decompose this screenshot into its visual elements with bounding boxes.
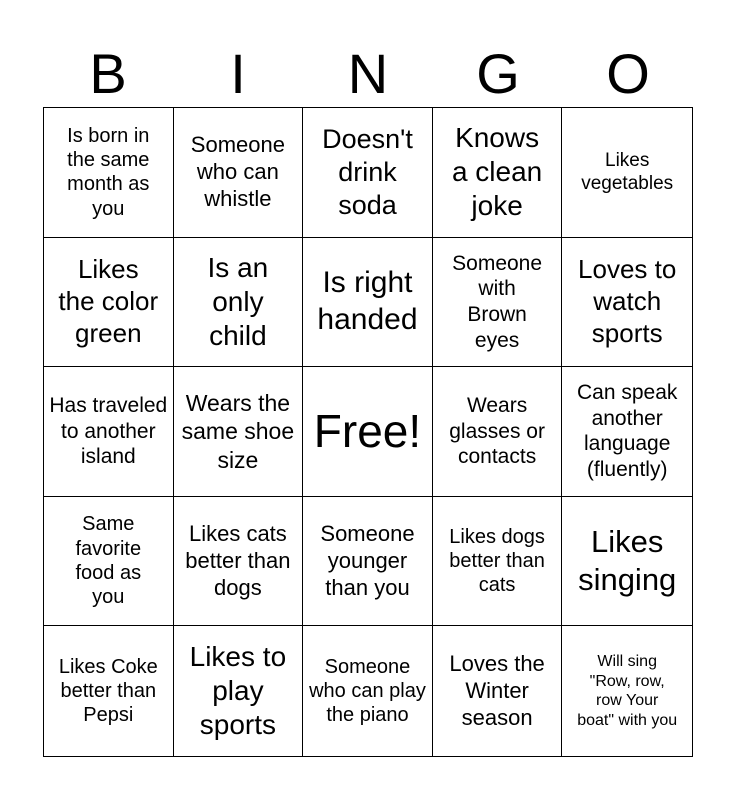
cell-text: Doesn't drink soda [322,123,413,220]
bingo-cell[interactable] [562,626,692,756]
bingo-cell[interactable] [174,238,304,368]
bingo-cell[interactable] [303,497,433,627]
cell-text: Is an only child [207,251,269,351]
bingo-cell[interactable] [174,497,304,627]
cell-text: Likes to play sports [189,640,287,741]
cell-text: Someone who can whistle [190,132,285,211]
bingo-cell[interactable] [303,108,433,238]
header-letter-i: I [230,42,246,105]
free-space-cell[interactable] [303,367,433,497]
bingo-cell[interactable] [433,497,563,627]
bingo-cell[interactable] [303,626,433,756]
cell-text: Can speak another language (fluently) [576,381,678,482]
cell-text: Has traveled to another island [49,394,168,469]
cell-text: Is right handed [317,266,418,336]
bingo-cell[interactable] [174,108,304,238]
cell-text: Likes the color green [58,254,159,348]
bingo-header [43,40,693,108]
cell-text: Same favorite food as you [75,513,142,609]
bingo-cell[interactable] [44,367,174,497]
cell-text: Will sing "Row, row, row Your boat" with you [577,653,678,729]
cell-text: Wears the same shoe size [181,390,295,473]
cell-text: Is born in the same month as you [67,124,150,220]
cell-text: Likes dogs better than cats [449,525,545,597]
header-letter-n: N [347,42,389,105]
bingo-cell[interactable] [562,108,692,238]
cell-text: Likes vegetables [581,150,674,195]
bingo-cell[interactable] [44,238,174,368]
bingo-cell[interactable] [433,626,563,756]
bingo-cell[interactable] [433,108,563,238]
cell-text: Likes singing [578,524,677,598]
cell-text: Loves the Winter season [449,650,545,730]
bingo-cell[interactable] [433,238,563,368]
bingo-cell[interactable] [44,497,174,627]
bingo-cell[interactable] [44,626,174,756]
free-space-text: Free! [313,405,422,458]
cell-text: Likes cats better than dogs [185,520,291,600]
header-letter-o: O [606,42,650,105]
cell-text: Likes Coke better than Pepsi [58,655,158,727]
bingo-cell[interactable] [44,108,174,238]
bingo-cell[interactable] [174,367,304,497]
bingo-cell[interactable] [562,238,692,368]
header-letter-b: B [89,42,127,105]
bingo-cell[interactable] [562,497,692,627]
cell-text: Someone younger than you [320,520,415,600]
bingo-cell[interactable] [303,238,433,368]
cell-text: Someone who can play the piano [309,655,426,727]
cell-text: Someone with Brown eyes [452,251,543,352]
bingo-cell[interactable] [433,367,563,497]
cell-text: Knows a clean joke [451,122,543,222]
cell-text: Loves to watch sports [578,254,677,348]
bingo-board [43,107,693,757]
header-letter-g: G [476,42,520,105]
bingo-cell[interactable] [174,626,304,756]
bingo-cell[interactable] [562,367,692,497]
cell-text: Wears glasses or contacts [449,394,545,469]
